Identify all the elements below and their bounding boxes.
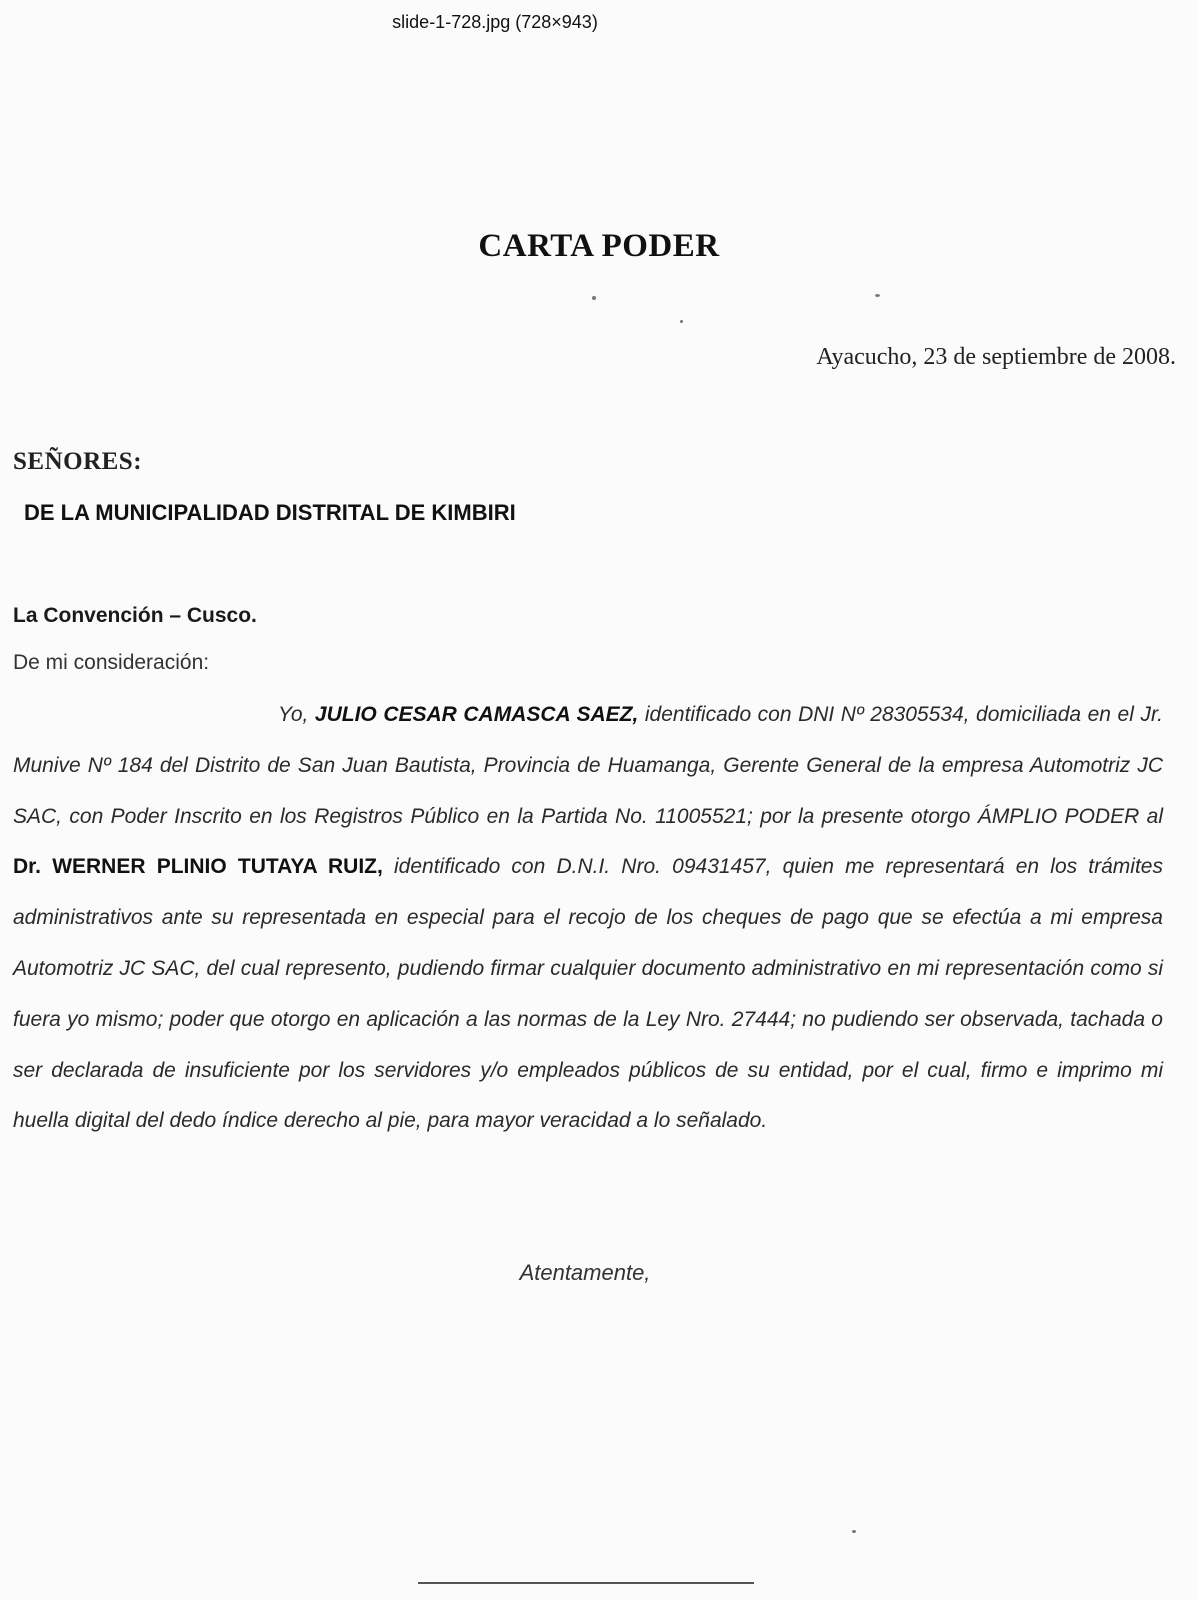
recipient: DE LA MUNICIPALIDAD DISTRITAL DE KIMBIRI [24,500,516,525]
body-paragraph [13,690,1163,1147]
signature-line [418,1582,754,1584]
scan-speck [852,1530,856,1533]
scan-speck [592,296,596,300]
file-caption: slide-1-728.jpg (728×943) [392,12,598,32]
body-part-2: identificado con DNI Nº 28305534, domiciliada en el Jr. Munive Nº 184 del Distrito de San Juan Bautista, Provincia de Huamanga, Gerente General de la empresa Automotriz JC SAC, con Poder Inscrito en los Registros Público en la Partida No. 11005521; por la presente otorgo ÁMPLIO PODER al [13,703,1163,828]
scan-speck [680,320,683,323]
grantor-name: JULIO CESAR CAMASCA SAEZ, [314,703,639,726]
location-line: La Convención – Cusco. [13,604,257,627]
scan-speck [875,294,880,297]
greeting: De mi consideración: [13,651,210,674]
date-line: Ayacucho, 23 de septiembre de 2008. [816,344,1176,370]
attorney-name: Dr. WERNER PLINIO TUTAYA RUIZ, [13,855,383,879]
salutation: SEÑORES: [13,448,143,475]
body-part-1: Yo, [278,703,315,726]
body-part-3: identificado con D.N.I. Nro. 09431457, quien me representará en los trámites administrativos ante su representada en especial para el recojo de los cheques de pago que se efectúa a mi empresa Automotriz JC SAC, del cual represento, pudiendo firmar cualquier documento administrativo en mi representación como si fuera yo mismo; poder que otorgo en aplicación a las normas de la Ley Nro. 27444; no pudiendo ser observada, tachada o ser declarada de insuficiente por los servidores y/o empleados públicos de su entidad, por el cual, firmo e imprimo mi huella digital del dedo índice derecho al pie, para mayor veracidad a lo señalado. [13,855,1163,1133]
closing: Atentamente, [519,1260,651,1285]
document-title: CARTA PODER [478,228,720,264]
